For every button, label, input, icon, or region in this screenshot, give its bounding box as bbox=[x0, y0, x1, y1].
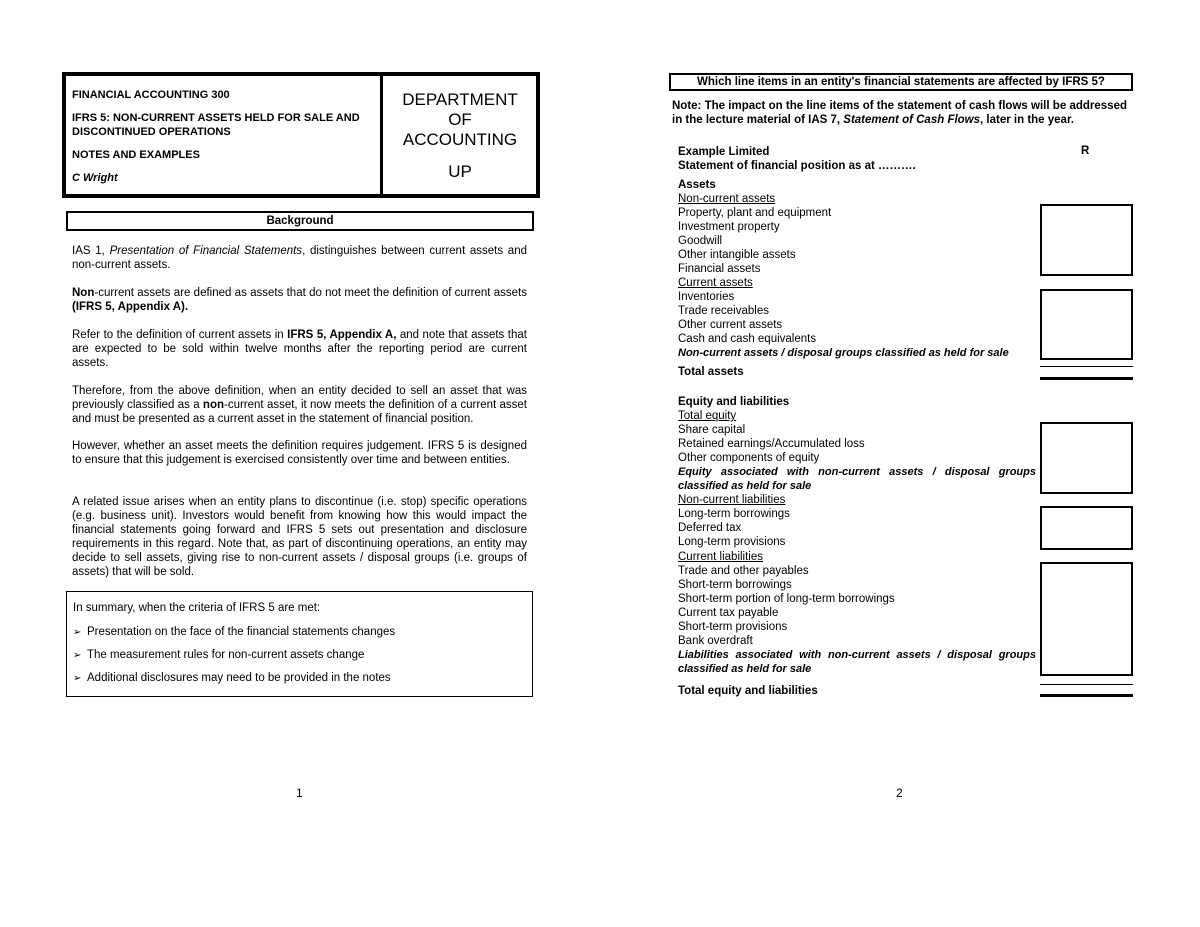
line-item: Share capital bbox=[678, 424, 746, 436]
total-assets-double-line bbox=[1040, 377, 1133, 380]
assets-heading: Assets bbox=[678, 179, 716, 191]
topic-title: IFRS 5: NON-CURRENT ASSETS HELD FOR SALE AND DISCONTINUED OPERATIONS bbox=[72, 112, 360, 138]
line-item: Long-term borrowings bbox=[678, 508, 790, 520]
answer-box-current-liabilities bbox=[1040, 562, 1133, 676]
summary-bullet: ➢ Presentation on the face of the financial statements changes bbox=[73, 626, 396, 638]
background-banner: Background bbox=[66, 211, 534, 231]
non-current-liabilities-heading: Non-current liabilities bbox=[678, 494, 786, 506]
current-liabilities-heading: Current liabilities bbox=[678, 551, 764, 563]
paragraph-discontinue: A related issue arises when an entity plans to discontinue (i.e. stop) specific operations (e.g. business unit). Investors would benefit from knowing how this would impact the financial statements going forward and IFRS 5 sets out presentation and disclosure requirements in this regard. Note that, as part of discontinuing operations, an entity may decide to sell assets, giving rise to non-current assets / disposal groups (i.e. groups of assets) that will be sold. bbox=[72, 496, 527, 578]
line-item: Trade and other payables bbox=[678, 565, 809, 577]
equity-liabilities-heading: Equity and liabilities bbox=[678, 396, 790, 408]
line-item: Other intangible assets bbox=[678, 249, 796, 261]
line-item: Long-term provisions bbox=[678, 536, 786, 548]
line-item: Short-term provisions bbox=[678, 621, 788, 633]
page-number-1: 1 bbox=[296, 786, 303, 800]
line-item: Inventories bbox=[678, 291, 735, 303]
summary-bullet: ➢ The measurement rules for non-current assets change bbox=[73, 649, 365, 661]
line-item: Current tax payable bbox=[678, 607, 779, 619]
line-item: Investment property bbox=[678, 221, 780, 233]
ifrs5-question-banner: Which line items in an entity's financial statements are affected by IFRS 5? bbox=[669, 73, 1133, 91]
title-block-divider bbox=[380, 76, 383, 194]
arrow-bullet-icon: ➢ bbox=[73, 627, 82, 638]
summary-intro: In summary, when the criteria of IFRS 5 are met: bbox=[73, 602, 321, 614]
arrow-bullet-icon: ➢ bbox=[73, 673, 82, 684]
line-item: Deferred tax bbox=[678, 522, 742, 534]
total-equity-liabilities-line bbox=[1040, 684, 1133, 685]
paragraph-therefore: Therefore, from the above definition, when an entity decided to sell an asset that was previously classified as a non-current asset, it now meets the definition of a current asset and must be presented as a current asset in the statement of financial position. bbox=[72, 385, 527, 425]
current-assets-heading: Current assets bbox=[678, 277, 753, 289]
paragraph-judgement: However, whether an asset meets the definition requires judgement. IFRS 5 is designed to ensure that this judgement is exercised consistently over time and between entities. bbox=[72, 440, 527, 466]
total-assets-line bbox=[1040, 366, 1133, 367]
answer-box-equity bbox=[1040, 422, 1133, 494]
title-block bbox=[62, 72, 540, 198]
dept-line-3: ACCOUNTING bbox=[402, 130, 518, 149]
currency-label: R bbox=[1081, 145, 1090, 157]
line-item: Cash and cash equivalents bbox=[678, 333, 817, 345]
author: C Wright bbox=[72, 172, 118, 184]
total-equity-liabilities: Total equity and liabilities bbox=[678, 685, 818, 697]
arrow-bullet-icon: ➢ bbox=[73, 650, 82, 661]
answer-box-non-current-liabilities bbox=[1040, 506, 1133, 550]
department-block bbox=[384, 90, 536, 182]
dept-line-1: DEPARTMENT bbox=[402, 90, 518, 109]
paragraph-refer: Refer to the definition of current assets in IFRS 5, Appendix A, and note that assets that are expected to be sold within twelve months after the reporting period are current assets. bbox=[72, 329, 527, 369]
course-title: FINANCIAL ACCOUNTING 300 bbox=[72, 89, 230, 101]
title-block-left bbox=[72, 88, 372, 194]
line-item: Other components of equity bbox=[678, 452, 820, 464]
non-current-assets-heading: Non-current assets bbox=[678, 193, 776, 205]
statement-title: Statement of financial position as at ………. bbox=[678, 160, 916, 172]
line-item: Short-term portion of long-term borrowings bbox=[678, 593, 895, 605]
total-assets: Total assets bbox=[678, 366, 744, 378]
line-item: Retained earnings/Accumulated loss bbox=[678, 438, 865, 450]
paragraph-ias1: IAS 1, Presentation of Financial Statements, distinguishes between current assets and non-current assets. bbox=[72, 245, 527, 271]
answer-box-current-assets bbox=[1040, 289, 1133, 360]
company-name: Example Limited bbox=[678, 146, 770, 158]
total-equity-liabilities-double-line bbox=[1040, 694, 1133, 697]
paragraph-non-current: Non-current assets are defined as assets that do not meet the definition of current assets (IFRS 5, Appendix A). bbox=[72, 287, 527, 313]
liabilities-held-for-sale: Liabilities associated with non-current assets / disposal groups classified as held for sale bbox=[678, 649, 1036, 675]
line-item: Financial assets bbox=[678, 263, 761, 275]
line-item: Goodwill bbox=[678, 235, 723, 247]
line-item: Trade receivables bbox=[678, 305, 769, 317]
page-number-2: 2 bbox=[896, 786, 903, 800]
line-item: Bank overdraft bbox=[678, 635, 753, 647]
notes-subtitle: NOTES AND EXAMPLES bbox=[72, 149, 200, 161]
line-item: Other current assets bbox=[678, 319, 783, 331]
held-for-sale-assets: Non-current assets / disposal groups classified as held for sale bbox=[678, 347, 1009, 359]
summary-box bbox=[66, 591, 533, 697]
equity-held-for-sale: Equity associated with non-current assets / disposal groups classified as held for sale bbox=[678, 466, 1036, 492]
line-item: Short-term borrowings bbox=[678, 579, 792, 591]
summary-bullet: ➢ Additional disclosures may need to be provided in the notes bbox=[73, 672, 391, 684]
dept-line-4: UP bbox=[448, 162, 472, 181]
total-equity-heading: Total equity bbox=[678, 410, 737, 422]
cash-flow-note: Note: The impact on the line items of the statement of cash flows will be addressed in the lecture material of IAS 7, Statement of Cash Flows, later in the year. bbox=[672, 100, 1127, 126]
answer-box-non-current-assets bbox=[1040, 204, 1133, 276]
line-item: Property, plant and equipment bbox=[678, 207, 832, 219]
dept-line-2: OF bbox=[448, 110, 472, 129]
